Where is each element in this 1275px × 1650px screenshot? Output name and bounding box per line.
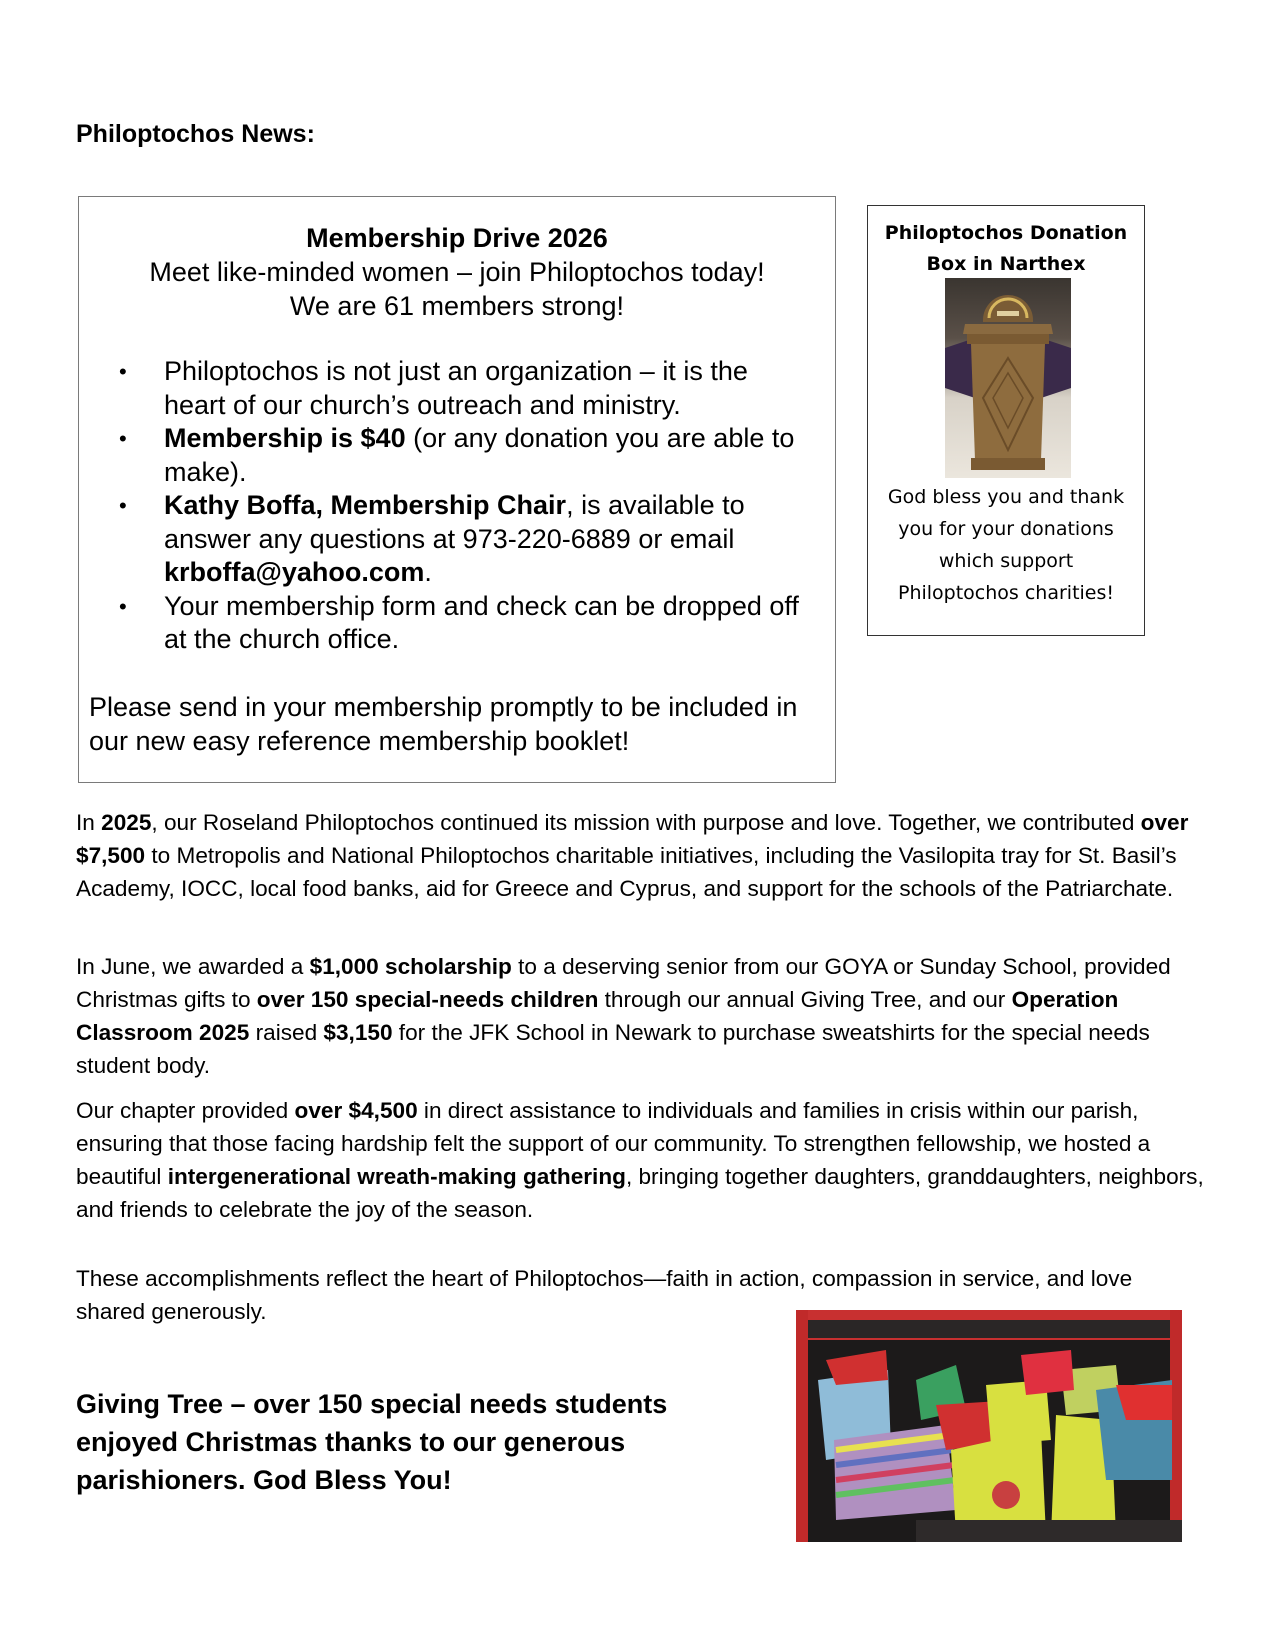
text-run: through our annual Giving Tree, and our — [598, 987, 1012, 1012]
donation-title-line: Box in Narthex — [926, 253, 1086, 275]
list-item — [79, 489, 804, 590]
bullet-icon: • — [119, 359, 127, 384]
paragraph-closing: These accomplishments reflect the heart of Philoptochos—faith in action, compassion in service, and love shared generously. — [76, 1266, 1133, 1324]
paragraph-scholarship — [76, 950, 1206, 1082]
membership-drive-tagline: Meet like-minded women – join Philoptochos today! — [149, 257, 765, 287]
donation-message-line: God bless you and thank — [887, 486, 1125, 508]
text-run: raised — [249, 1020, 324, 1045]
donation-box-photo — [945, 278, 1071, 478]
scholarship-highlight: $1,000 scholarship — [309, 954, 512, 979]
text-run: in direct assistance to individuals and families in crisis within our parish, ensuring that those facing hardship felt the support of our community. To strengthen fellowship, we hosted a beautiful — [76, 1098, 1151, 1189]
event-highlight: intergenerational wreath-making gathering — [167, 1164, 626, 1189]
text-run: In — [76, 810, 102, 835]
text-run: , bringing together daughters, granddaughters, neighbors, and friends to celebrate the joy of the season. — [76, 1164, 1204, 1222]
amount-highlight: over $7,500 — [76, 810, 1189, 868]
text-run: to a deserving senior from our GOYA or Sunday School, provided Christmas gifts to — [76, 954, 1171, 1012]
bullet-text: (or any donation you are able to make). — [164, 423, 795, 487]
podium-icon — [945, 278, 1071, 478]
bullet-tail: . — [424, 557, 432, 587]
membership-fee: Membership is $40 — [164, 423, 406, 453]
text-run: In June, we awarded a — [76, 954, 310, 979]
amount-highlight: over $4,500 — [294, 1098, 418, 1123]
bullet-text: , is available to answer any questions at 973-220-6889 or email — [164, 490, 745, 554]
bullet-icon: • — [119, 426, 127, 451]
membership-drive-strength: We are 61 members strong! — [289, 291, 625, 321]
text-run: for the JFK School in Newark to purchase sweatshirts for the special needs student body. — [76, 1020, 1150, 1078]
paragraph-2025-summary — [76, 806, 1206, 905]
gift-bags-icon — [796, 1310, 1182, 1542]
year-highlight: 2025 — [101, 810, 152, 835]
donation-message — [868, 481, 1144, 609]
children-highlight: over 150 special-needs children — [256, 987, 599, 1012]
giving-tree-line: enjoyed Christmas thanks to our generous — [76, 1427, 626, 1457]
text-run: to Metropolis and National Philoptochos charitable initiatives, including the Vasilopita tray for St. Basil’s Academy, IOCC, local food banks, aid for Greece and Cyprus, and support for the schools of the Patriarchate. — [76, 843, 1177, 901]
giving-tree-line: Giving Tree – over 150 special needs students — [76, 1389, 668, 1419]
list-item — [79, 422, 804, 489]
membership-bullet-list — [79, 355, 804, 657]
page-title: Philoptochos News: — [76, 120, 315, 148]
bullet-icon: • — [119, 493, 127, 518]
giving-tree-line: parishioners. God Bless You! — [76, 1465, 452, 1495]
donation-message-line: which support — [938, 550, 1074, 572]
bullet-text: Philoptochos is not just an organization – it is the heart of our church’s outreach and ministry. — [164, 356, 748, 420]
gift-bags-trunk-photo — [796, 1310, 1182, 1542]
donation-title-line: Philoptochos Donation — [884, 222, 1128, 244]
list-item — [79, 355, 804, 422]
membership-drive-heading: Membership Drive 2026 — [306, 223, 608, 253]
donation-box-title — [868, 218, 1144, 280]
membership-drive-footer: Please send in your membership promptly to be included in our new easy reference membership booklet! — [89, 692, 798, 756]
bullet-icon: • — [119, 593, 127, 619]
donation-box-panel — [867, 205, 1145, 636]
membership-drive-box — [78, 196, 836, 783]
bullet-text: Your membership form and check can be dropped off at the church office. — [164, 590, 799, 654]
amount-highlight: $3,150 — [323, 1020, 393, 1045]
giving-tree-heading — [76, 1385, 776, 1499]
donation-message-line: Philoptochos charities! — [897, 582, 1115, 604]
operation-classroom-highlight: Operation Classroom 2025 — [76, 987, 1119, 1045]
list-item — [79, 590, 804, 657]
donation-message-line: you for your donations — [898, 518, 1114, 540]
text-run: , our Roseland Philoptochos continued its mission with purpose and love. Together, we contributed — [151, 810, 1141, 835]
email-link[interactable]: krboffa@yahoo.com — [164, 557, 425, 587]
paragraph-assistance — [76, 1094, 1206, 1226]
membership-chair: Kathy Boffa, Membership Chair — [164, 490, 567, 520]
membership-drive-header — [79, 221, 835, 323]
text-run: Our chapter provided — [76, 1098, 295, 1123]
